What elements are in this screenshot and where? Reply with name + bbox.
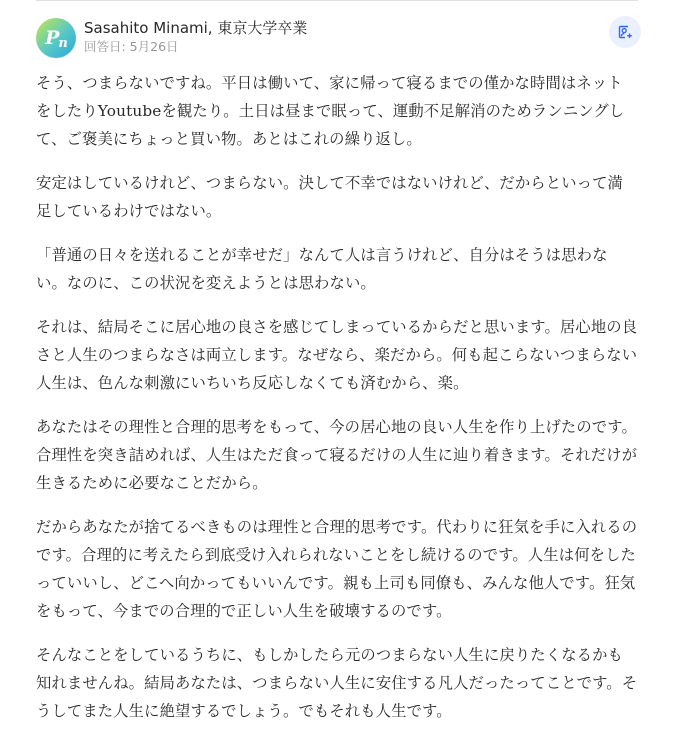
avatar-sub-letter: n bbox=[58, 35, 67, 51]
author-block bbox=[84, 18, 307, 55]
avatar-initials bbox=[45, 26, 67, 51]
answer-paragraph: あなたはその理性と合理的思考をもって、今の居心地の良い人生を作り上げたのです。合理性を突き詰めれば、人生はただ食って寝るだけの人生に辿り着きます。それだけが生きるために必要なことだから。 bbox=[36, 418, 638, 492]
answer-paragraph: そう、つまらないですね。平日は働いて、家に帰って寝るまでの僅かな時間はネットをしたりYoutubeを観たり。土日は昼まで眠って、運動不足解消のためランニングして、ご褒美にちょっと買い物。あとはこれの繰り返し。 bbox=[36, 74, 625, 148]
answer-paragraph: 安定はしているけれど、つまらない。決して不幸ではないけれど、だからといって満足しているわけではない。 bbox=[36, 174, 623, 220]
answer-card bbox=[36, 16, 638, 725]
answer-paragraph: 「普通の日々を送れることが幸せだ」なんて人は言うけれど、自分はそうは思わない。なのに、この状況を変えようとは思わない。 bbox=[36, 246, 608, 292]
answer-date[interactable]: 回答日: 5月26日 bbox=[84, 39, 179, 54]
answer-paragraph: だからあなたが捨てるべきものは理性と合理的思考です。代わりに狂気を手に入れるのです。合理的に考えたら到底受け入れられないことをし続けるのです。人生は何をしたっていいし、どこへ向かってもいいんです。親も上司も同僚も、みんな他人です。狂気をもって、今までの合理的で正しい人生を破壊するのです。 bbox=[36, 518, 638, 620]
follow-button[interactable] bbox=[609, 16, 641, 48]
answer-header bbox=[36, 16, 638, 60]
avatar[interactable] bbox=[36, 18, 76, 58]
answer-paragraph: それは、結局そこに居心地の良さを感じてしまっているからだと思います。居心地の良さと人生のつまらなさは両立します。なぜなら、楽だから。何も起こらないつまらない人生は、色んな刺激にいちいち反応しなくても済むから、楽。 bbox=[36, 318, 638, 392]
answer-paragraph: そんなことをしているうちに、もしかしたら元のつまらない人生に戻りたくなるかも知れませんね。結局あなたは、つまらない人生に安住する凡人だったってことです。そうしてまた人生に絶望するでしょう。でもそれも人生です。 bbox=[36, 646, 638, 720]
author-credential[interactable]: Sasahito Minami, 東京大学卒業 bbox=[84, 19, 308, 37]
answer-body bbox=[36, 69, 638, 725]
add-person-icon bbox=[617, 24, 633, 40]
avatar-letter: P bbox=[45, 26, 59, 49]
top-divider bbox=[36, 0, 638, 1]
